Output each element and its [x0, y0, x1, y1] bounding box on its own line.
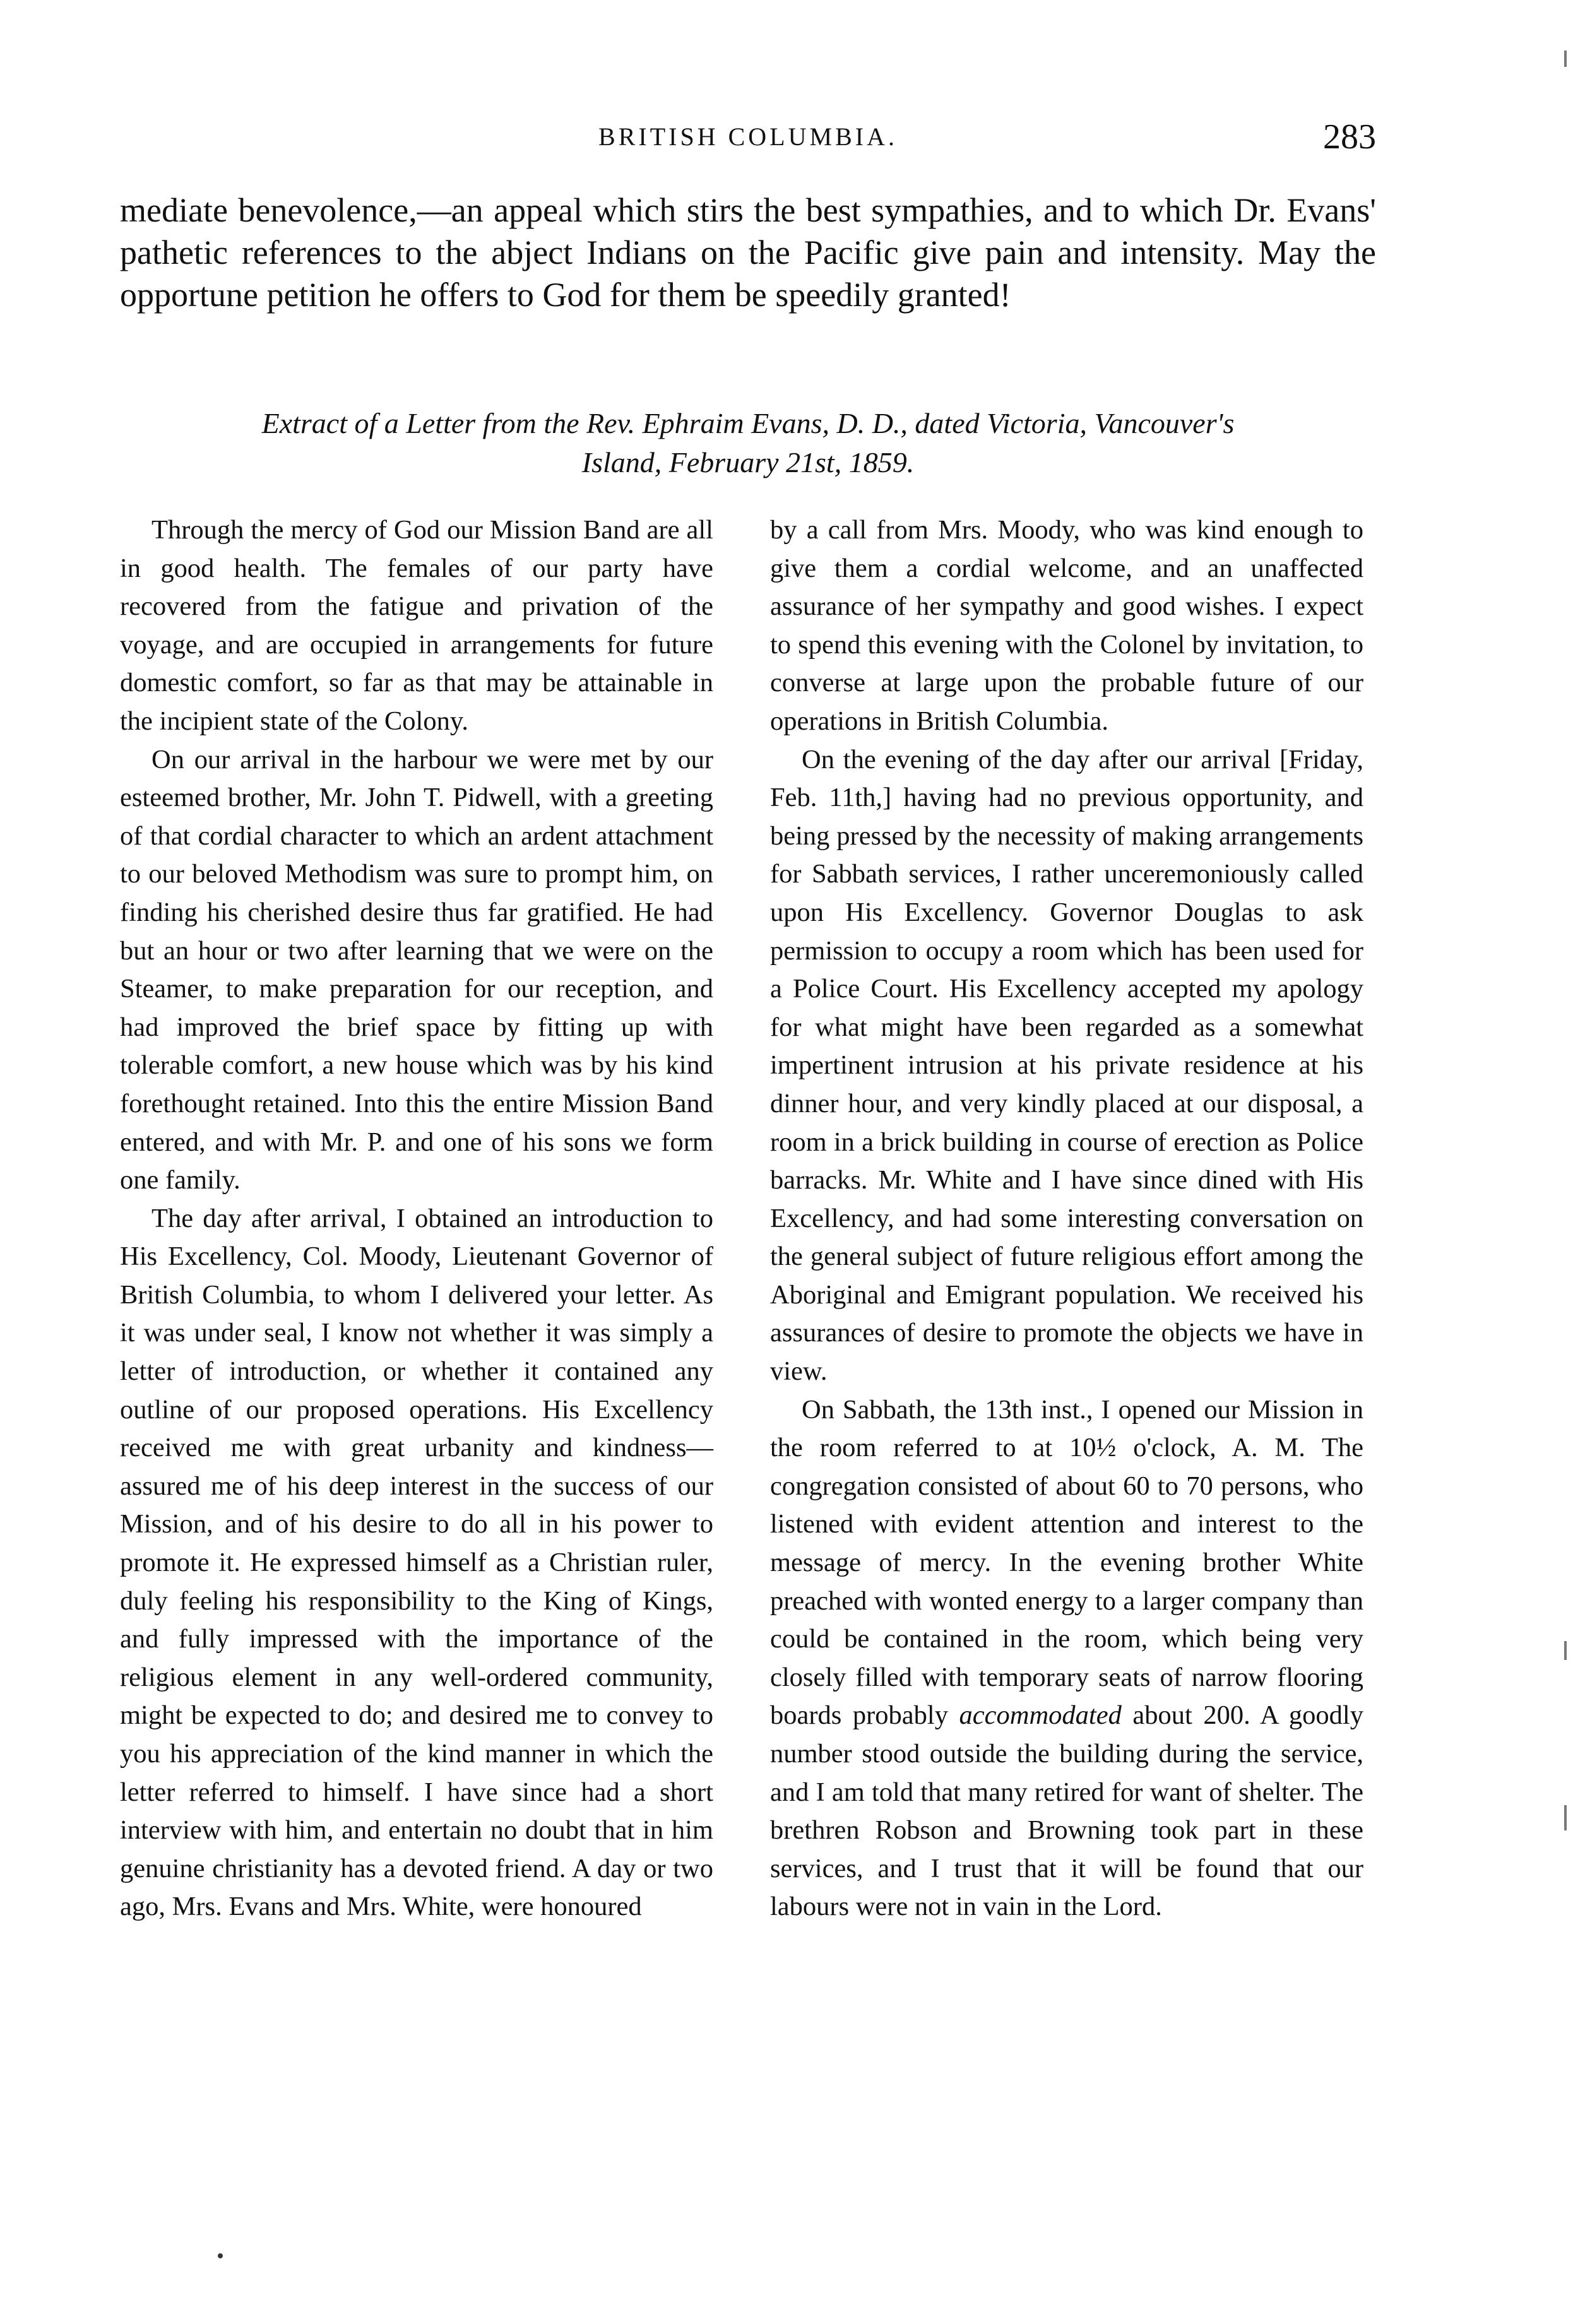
right-paragraph-2: On the evening of the day after our arrival [Friday, Feb. 11th,] having had no previous opportunity, and being pressed by the necessity of making arrangements for Sabbath services, I rather unceremoniously called upon His Excellency. Governor Douglas to ask permission to occupy a room which has been used for a Police Court. His Excellency accepted my apology for what might have been regarded as a somewhat impertinent intrusion at his private residence at his dinner hour, and very kindly placed at our disposal, a room in a brick building in course of erection as Police barracks. Mr. White and I have since dined with His Excellency, and had some interesting conversation on the general subject of future religious effort among the Aboriginal and Emigrant population. We received his assurances of desire to promote the objects we have in view. [770, 744, 1363, 1387]
right-paragraph-3 [770, 1391, 1363, 1926]
running-head [120, 117, 1376, 155]
left-column [120, 511, 713, 1926]
intro-paragraph-block [120, 189, 1376, 316]
right-paragraph-3-part-a: On Sabbath, the 13th inst., I opened our Mission in the room referred to at 10½ o'clock, A. M. The congregation consisted of about 60 to 70 persons, who listened with evident attention and interest to the message of mercy. In the evening brother White preached with wonted energy to a larger company than could be contained in the room, which being very closely filled with temporary seats of narrow flooring boards probably [770, 1394, 1363, 1731]
footer-dot [218, 2253, 223, 2258]
left-paragraph-1: Through the mercy of God our Mission Band are all in good health. The females of our party have recovered from the fatigue and privation of the voyage, and are occupied in arrangements for future domestic comfort, so far as that may be attainable in the incipient state of the Colony. [120, 515, 713, 736]
italic-word: accommodated [959, 1700, 1122, 1731]
left-paragraph-3: The day after arrival, I obtained an introduction to His Excellency, Col. Moody, Lieutenant Governor of British Columbia, to whom I delivered your letter. As it was under seal, I know not whether it was simply a letter of introduction, or whether it contained any outline of our proposed operations. His Excellency received me with great urbanity and kindness—assured me of his deep interest in the success of our Mission, and of his desire to do all in his power to promote it. He expressed himself as a Christian ruler, duly feeling his responsibility to the King of Kings, and fully impressed with the importance of the religious element in any well-ordered community, might be expected to do; and desired me to convey to you his appreciation of the kind manner in which the letter referred to himself. I have since had a short interview with him, and entertain no doubt that in him genuine christianity has a devoted friend. A day or two ago, Mrs. Evans and Mrs. White, were honoured [120, 1203, 713, 1922]
scan-edge-mark [1564, 50, 1567, 67]
right-column [770, 511, 1363, 1926]
letter-heading [120, 404, 1376, 482]
scan-edge-mark [1564, 1805, 1567, 1830]
letter-heading-line-1: Extract of a Letter from the Rev. Ephraim Evans, D. D., dated Victoria, Vancouver's [261, 407, 1235, 439]
intro-paragraph: mediate benevolence,—an appeal which stirs the best sympathies, and to which Dr. Evans' pathetic references to the abject Indians on the Pacific give pain and intensity. May the opportune petition he offers to God for them be speedily granted! [120, 191, 1376, 314]
page-number: 283 [1323, 117, 1376, 157]
letter-heading-line-2: Island, February 21st, 1859. [581, 446, 915, 478]
right-paragraph-3-part-b: about 200. A goodly number stood outside the building during the service, and I am told that many retired for want of shelter. The brethren Robson and Browning took part in these services, and I trust that it will be found that our labours were not in vain in the Lord. [770, 1700, 1363, 1922]
running-title: BRITISH COLUMBIA. [598, 122, 898, 151]
scan-edge-mark [1564, 1641, 1567, 1660]
left-paragraph-2: On our arrival in the harbour we were met by our esteemed brother, Mr. John T. Pidwell, with a greeting of that cordial character to which an ardent attachment to our beloved Methodism was sure to prompt him, on finding his cherished desire thus far gratified. He had but an hour or two after learning that we were on the Steamer, to make preparation for our reception, and had improved the brief space by fitting up with tolerable comfort, a new house which was by his kind forethought retained. Into this the entire Mission Band entered, and with Mr. P. and one of his sons we form one family. [120, 744, 713, 1195]
right-paragraph-1: by a call from Mrs. Moody, who was kind enough to give them a cordial welcome, and an unaffected assurance of her sympathy and good wishes. I expect to spend this evening with the Colonel by invitation, to converse at large upon the probable future of our operations in British Columbia. [770, 515, 1363, 736]
